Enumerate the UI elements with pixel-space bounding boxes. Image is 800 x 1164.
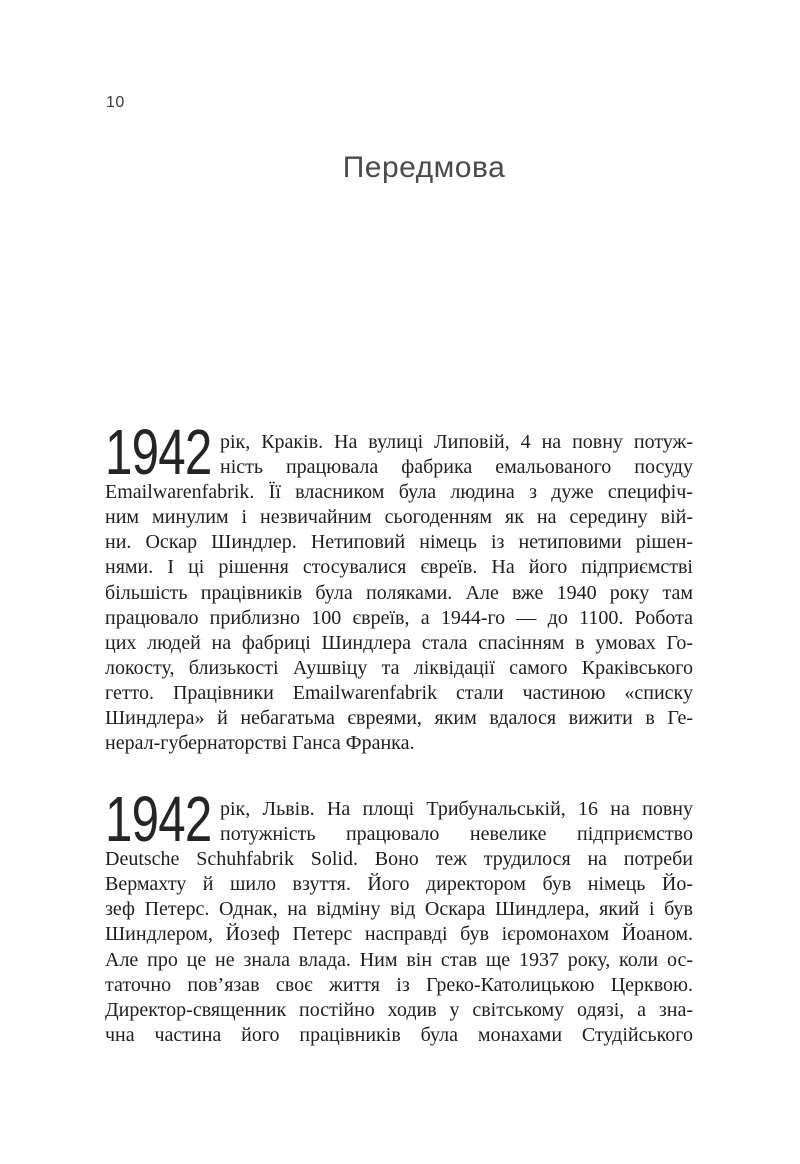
text-line: зеф Петерс. Однак, на відміну від Оскара Шиндлера, який і був bbox=[105, 898, 693, 921]
drop-cap: 1942 bbox=[105, 416, 212, 488]
text-line: більшість працівників була поляками. Але вже 1940 року там bbox=[105, 581, 693, 604]
text-line: Але про це не знала влада. Ним він став ще 1937 року, коли ос- bbox=[105, 948, 693, 971]
text-line: ним минулим і незвичайним сьогоденням як на середину вій- bbox=[105, 506, 693, 529]
text-line: потужність працювало невелике підприємство bbox=[220, 823, 693, 846]
page-number: 10 bbox=[106, 94, 125, 111]
text-line: Deutsche Schuhfabrik Solid. Воно теж трудилося на потреби bbox=[105, 848, 693, 871]
paragraph bbox=[105, 783, 693, 1048]
paragraph bbox=[105, 416, 693, 756]
text-line: ни. Оскар Шиндлер. Нетиповий німець із нетиповими рішен- bbox=[105, 531, 693, 554]
text-line: Emailwarenfabrik. Її власником була людина з дуже специфіч- bbox=[105, 481, 693, 504]
text-line: чна частина його працівників була монахами Студійського bbox=[105, 1023, 693, 1046]
text-line: працювало приблизно 100 євреїв, а 1944-го — до 1100. Робота bbox=[105, 606, 693, 629]
text-line: гетто. Працівники Emailwarenfabrik стали частиною «списку bbox=[105, 681, 693, 704]
chapter-title: Передмова bbox=[342, 151, 506, 185]
text-line: рік, Львів. На площі Трибунальській, 16 на повну bbox=[220, 798, 693, 820]
text-line: Вермахту й шило взуття. Його директором був німець Йо- bbox=[105, 873, 693, 896]
text-line: нерал-губернаторстві Ганса Франка. bbox=[105, 732, 415, 755]
drop-cap: 1942 bbox=[105, 783, 212, 855]
text-line: локосту, близькості Аушвіцу та ліквідації самого Краківського bbox=[105, 656, 693, 679]
text-line: Директор-священник постійно ходив у світському одязі, а зна- bbox=[105, 998, 693, 1021]
text-line: Шиндлером, Йозеф Петерс насправді був ієромонахом Йоаном. bbox=[105, 923, 693, 946]
text-line: рік, Краків. На вулиці Липовій, 4 на повну потуж- bbox=[220, 431, 693, 453]
text-line: ність працювала фабрика емальованого посуду bbox=[220, 456, 693, 479]
text-line: таточно пов’язав своє життя із Греко-Католицькою Церквою. bbox=[105, 973, 693, 996]
text-line: нями. І ці рішення стосувалися євреїв. На його підприємстві bbox=[105, 556, 693, 579]
text-line: Шиндлера» й небагатьма євреями, яким вдалося вижити в Ге- bbox=[105, 707, 693, 730]
text-line: цих людей на фабриці Шиндлера стала спасінням в умовах Го- bbox=[105, 631, 693, 654]
